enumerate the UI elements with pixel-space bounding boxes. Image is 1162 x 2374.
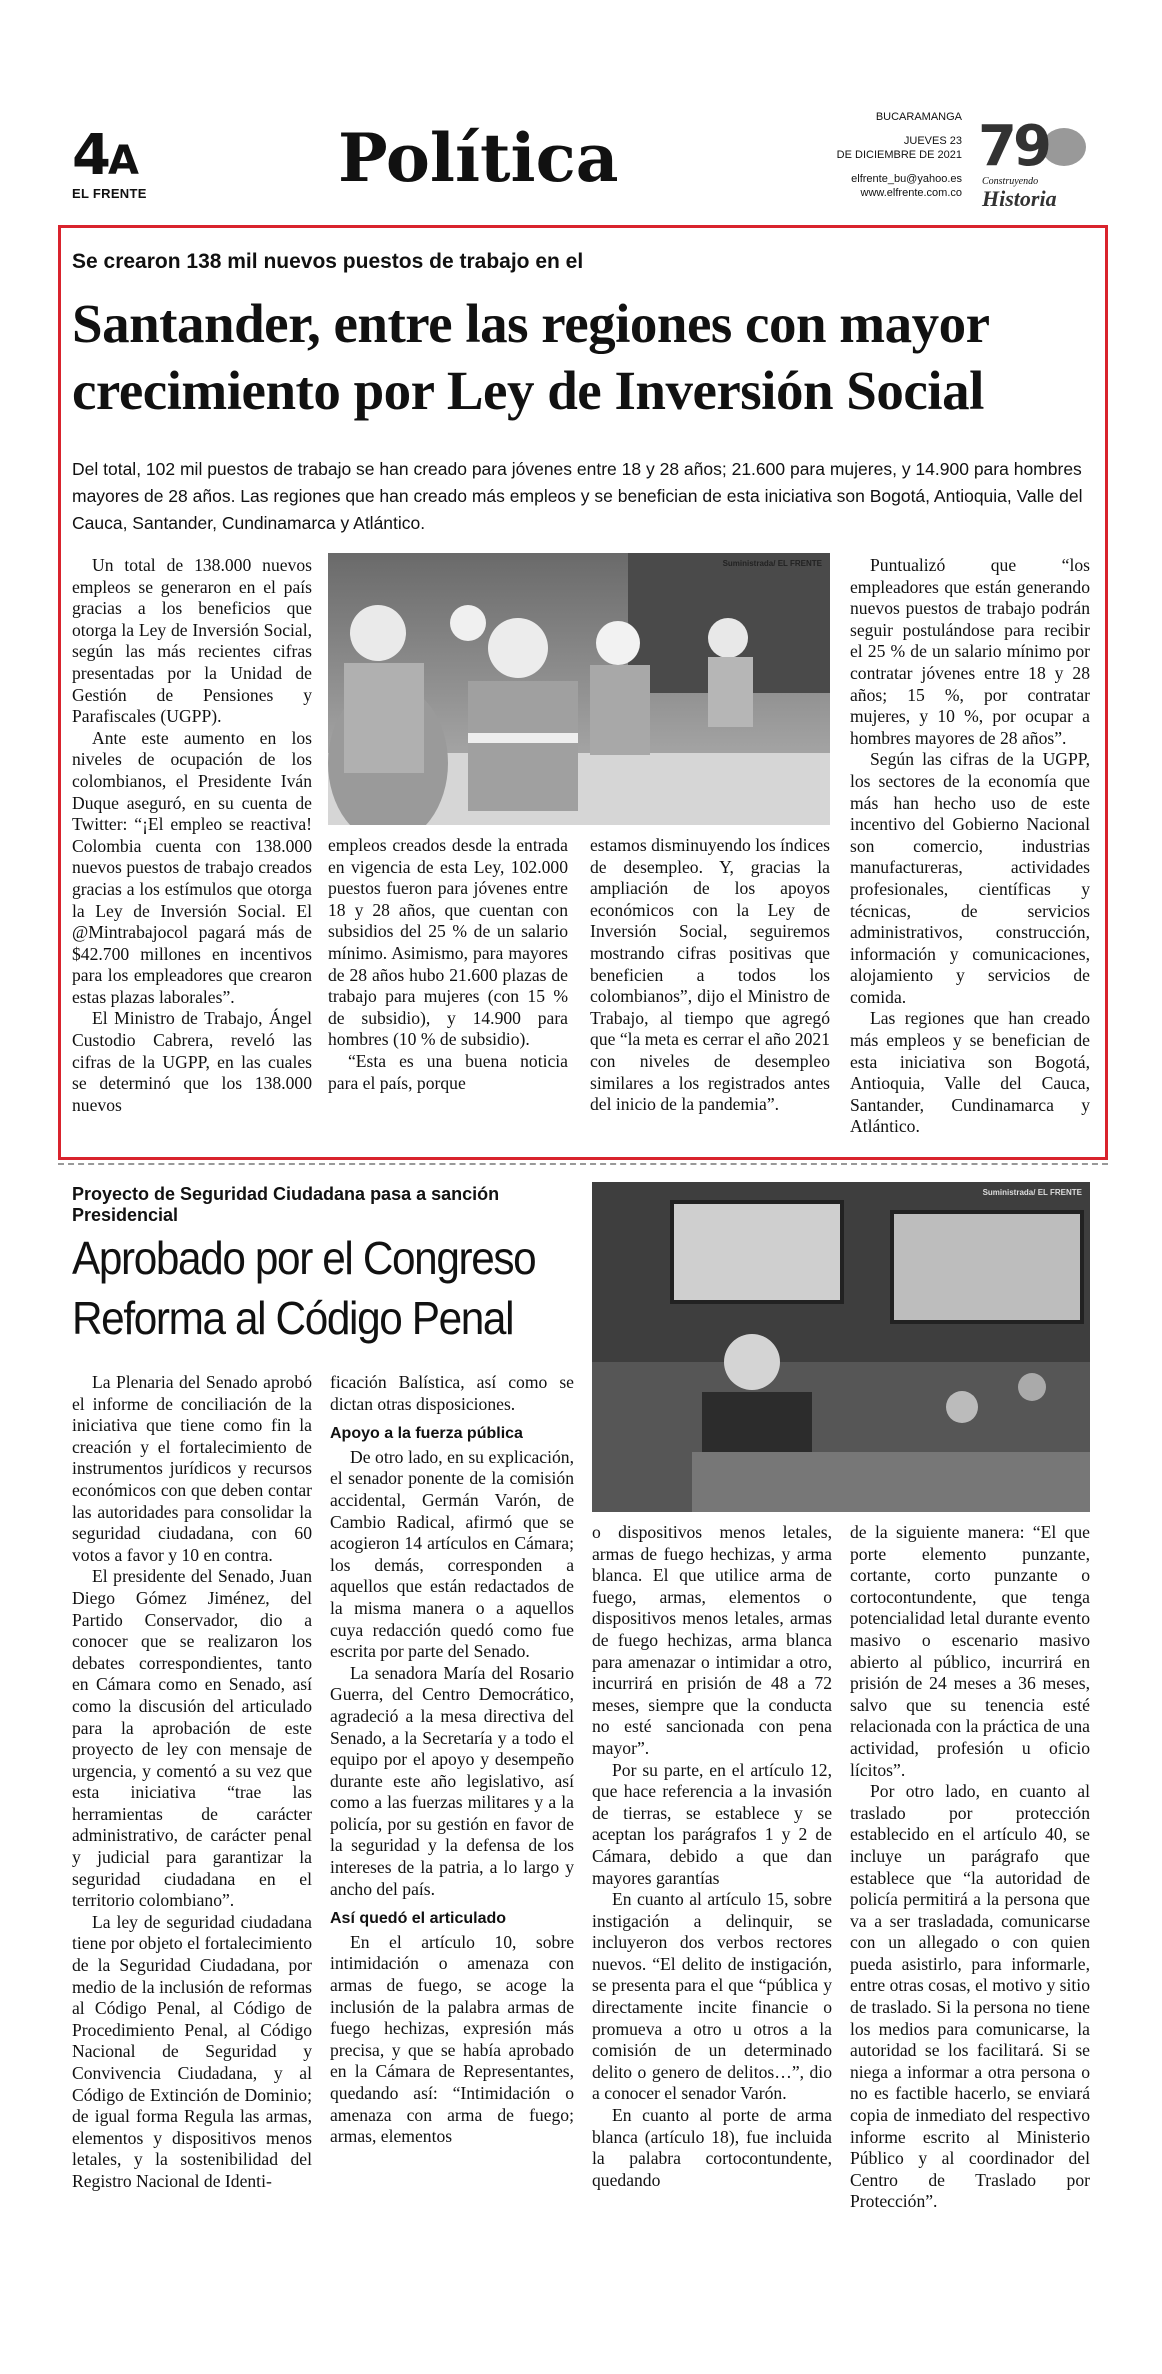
bottom-column-1: La Plenaria del Senado aprobó el informe de conciliación de la iniciativa que tiene como fin la creación y el fortalecimiento de instrumentos jurídicos y recursos económicos con que deben contar las autoridades para consolidar la seguridad ciudadana, con 60 votos a favor y 10 en contra. El presidente del Senado, Juan Diego Gómez Jiménez, del Partido Conservador, dio a conocer que se realizaron los debates correspondientes, tanto en Cámara como en Senado, así como la discusión del articulado para la aprobación de este proyecto de ley con mensaje de urgencia, y comentó a su vez que esta iniciativa “trae las herramientas de carácter administrativo, de carácter penal y judicial para garantizar la seguridad ciudadana en el territorio colombiano”. La ley de seguridad ciudadana tiene por objeto el fortalecimiento de la Seguridad Ciudadana, por medio de la inclusión de reformas al Código Penal, al Código de Procedimiento Penal, al Código Nacional de Seguridad y Convivencia Ciudadana, y al Código de Extinción de Dominio; de igual forma Regula las armas, elementos y dispositivos menos letales, y la sostenibilidad del Registro Nacional de Identi-	[72, 1372, 312, 2191]
photo-credit: Suministrada/ EL FRENTE	[722, 559, 822, 568]
bottom-headline: Aprobado por el Congreso Reforma al Código Penal	[72, 1232, 536, 1344]
bottom-column-2: ficación Balística, así como se dictan otras disposiciones. Apoyo a la fuerza pública De otro lado, en su explicación, el senador ponente de la comisión accidental, Germán Varón, de Cambio Radical, afirmó que se acogieron 14 artículos en Cámara; los demás, corresponden a aquellos que están redactados de la misma manera o a aquellos cuya redacción quedó como fue escrita por parte del Senado. La senadora María del Rosario Guerra, del Centro Democrático, agradeció a la mesa directiva del Senado, a la Secretaría y a todo el equipo por el apoyo y desempeño durante este año legislativo, así como a las fuerzas militares y a la policía, por su gestión en favor de la seguridad y la defensa de los intereses de la patria, a lo largo y ancho del país. Así quedó el articulado En el artículo 10, sobre intimidación o amenaza con armas de fuego, se acoge la inclusión de la palabra armas de fuego hechizas, expresión más precisa, y que se había aprobado en la Cámara de Representantes, quedando así: “Intimidación o amenaza con arma de fuego; armas, elementos	[330, 1372, 574, 2147]
workers-photo	[328, 553, 830, 825]
top-column-3: estamos disminuyendo los índices de desempleo. Y, gracias la ampliación de los apoyos económicos con la Ley de Inversión Social, seguiremos mostrando cifras positivas que beneficien a todos los colombianos”, dijo el Ministro de Trabajo, al tiempo que agregó que “la meta es cerrar el año 2021 con niveles de desempleo similares a los registrados antes del inicio de la pandemia”.	[590, 835, 830, 1115]
top-kicker: Se crearon 138 mil nuevos puestos de trabajo en el	[72, 250, 584, 273]
globe-icon	[1042, 128, 1086, 166]
bottom-column-3: o dispositivos menos letales, armas de fuego hechizas, y arma blanca. El que utilice arma de fuego, armas, elementos o dispositivos menos letales, armas de fuego hechizas, arma blanca para amenazar o intimidar a otro, incurrirá en prisión de 48 a 72 meses, siempre que la conducta no esté sancionada con pena mayor”. Por su parte, en el artículo 12, que hace referencia a la invasión de tierras, se establece y se aceptan los parágrafos 1 y 2 de Cámara, debido a que dan mayores garantías En cuanto al artículo 15, sobre instigación a delinquir, se incluyeron dos verbos rectores nuevos. “El delito de instigación, se presenta para el que “pública y directamente incite financie o promueva a otro u otros a la comisión de un determinado delito o genero de delitos…”, dio a conocer el senador Varón. En cuanto al porte de arma blanca (artículo 18), fue incluida la palabra cortocontundente, quedando	[592, 1522, 832, 2190]
brand-small: EL FRENTE	[72, 186, 147, 201]
date-line2: DE DICIEMBRE DE 2021	[836, 149, 962, 161]
senate-photo-image	[592, 1182, 1090, 1512]
city: BUCARAMANGA	[875, 111, 962, 123]
date-line1: JUEVES 23	[903, 135, 962, 147]
anniversary-logo: 79 Construyendo Historia	[974, 118, 1094, 210]
section-divider	[58, 1163, 1108, 1165]
top-column-1: Un total de 138.000 nuevos empleos se generaron en el país gracias a los beneficios que otorga la Ley de Inversión Social, según las más recientes cifras presentadas por la Unidad de Gestión de Pensiones y Parafiscales (UGPP). Ante este aumento en los niveles de ocupación de los colombianos, el Presidente Iván Duque aseguró, en su cuenta de Twitter: “¡El empleo se reactiva! Colombia cuenta con 138.000 nuevos puestos de trabajo creados gracias a los estímulos que otorga la Ley de Inversión Social. El @Mintrabajocol pagará más de $42.700 millones en incentivos para los empleadores que crearon estas plazas laborales”. El Ministro de Trabajo, Ángel Custodio Cabrera, reveló las cifras de la UGPP, en las cuales se determinó que los 138.000 nuevos	[72, 555, 312, 1115]
page-number: 4A	[72, 123, 136, 188]
subhead-articulado: Así quedó el articulado	[330, 1910, 507, 1928]
senate-photo	[592, 1182, 1090, 1512]
bottom-kicker: Proyecto de Seguridad Ciudadana pasa a sanción Presidencial	[72, 1184, 500, 1225]
email[interactable]: elfrente_bu@yahoo.es	[851, 173, 962, 185]
website[interactable]: www.elfrente.com.co	[860, 187, 962, 199]
bottom-column-4: de la siguiente manera: “El que porte elemento punzante, cortante, corto punzante o cortocontundente, que tenga potencialidad letal durante evento masivo o escenario masivo abierto al público, incurrirá en prisión de 24 meses a 36 meses, salvo que su tenencia esté relacionada con la práctica de una actividad, profesión u oficio lícitos”. Por otro lado, en cuanto al traslado por protección establecido en el artículo 40, se incluye un parágrafo que establece que “la autoridad de policía permitirá a la persona que va a ser trasladada, comunicarse con un allegado o con quien pueda asistirlo, para informarle, entre otras cosas, el motivo y sitio de traslado. Si la persona no tiene los medios para comunicarse, la autoridad se los facilitará. Si se niega a informar a otra persona o no es factible hacerlo, se enviará copia de inmediato del respectivo informe escrito al Ministerio Público y al coordinador del Centro de Traslado por Protección”.	[850, 1522, 1090, 2212]
top-column-4: Puntualizó que “los empleadores que están generando nuevos puestos de trabajo podrán seguir postulándose para recibir el 25 % de un salario mínimo por contratar jóvenes entre 18 y 28 años; 15 %, por contratar mujeres, y 10 %, por ocupar a hombres mayores de 28 años”. Según las cifras de la UGPP, los sectores de la economía que más han hecho uso de este incentivo del Gobierno Nacional son comercio, industrias manufactureras, actividades profesionales, científicas y técnicas, de servicios administrativos, construcción, información y comunicaciones, alojamiento y servicios de comida. Las regiones que han creado más empleos y se benefician de esta iniciativa son Bogotá, Antioquia, Valle del Cauca, Santander, Cundinamarca y Atlántico.	[850, 555, 1090, 1137]
header-info	[812, 110, 962, 200]
subhead-apoyo: Apoyo a la fuerza pública	[330, 1425, 523, 1443]
workers-photo-image	[328, 553, 830, 825]
top-headline: Santander, entre las regiones con mayor crecimiento por Ley de Inversión Social	[72, 293, 990, 421]
photo-credit: Suministrada/ EL FRENTE	[982, 1188, 1082, 1197]
section-title: Política	[338, 119, 619, 197]
top-column-2: empleos creados desde la entrada en vigencia de esta Ley, 102.000 puestos fueron para jóvenes entre 18 y 28 años, que cuentan con subsidios del 25 % de un salario mínimo. Asimismo, para mayores de 28 años hubo 21.600 plazas de trabajo para mujeres (con 15 % de subsidio), y 14.900 para hombres (10 % de subsidio). “Esta es una buena noticia para el país, porque	[328, 835, 568, 1093]
top-deck: Del total, 102 mil puestos de trabajo se han creado para jóvenes entre 18 y 28 años; 21.600 para mujeres, y 14.900 para hombres mayores de 28 años. Las regiones que han creado más empleos y se benefician de esta iniciativa son Bogotá, Antioquia, Valle del Cauca, Santander, Cundinamarca y Atlántico.	[72, 459, 1083, 533]
